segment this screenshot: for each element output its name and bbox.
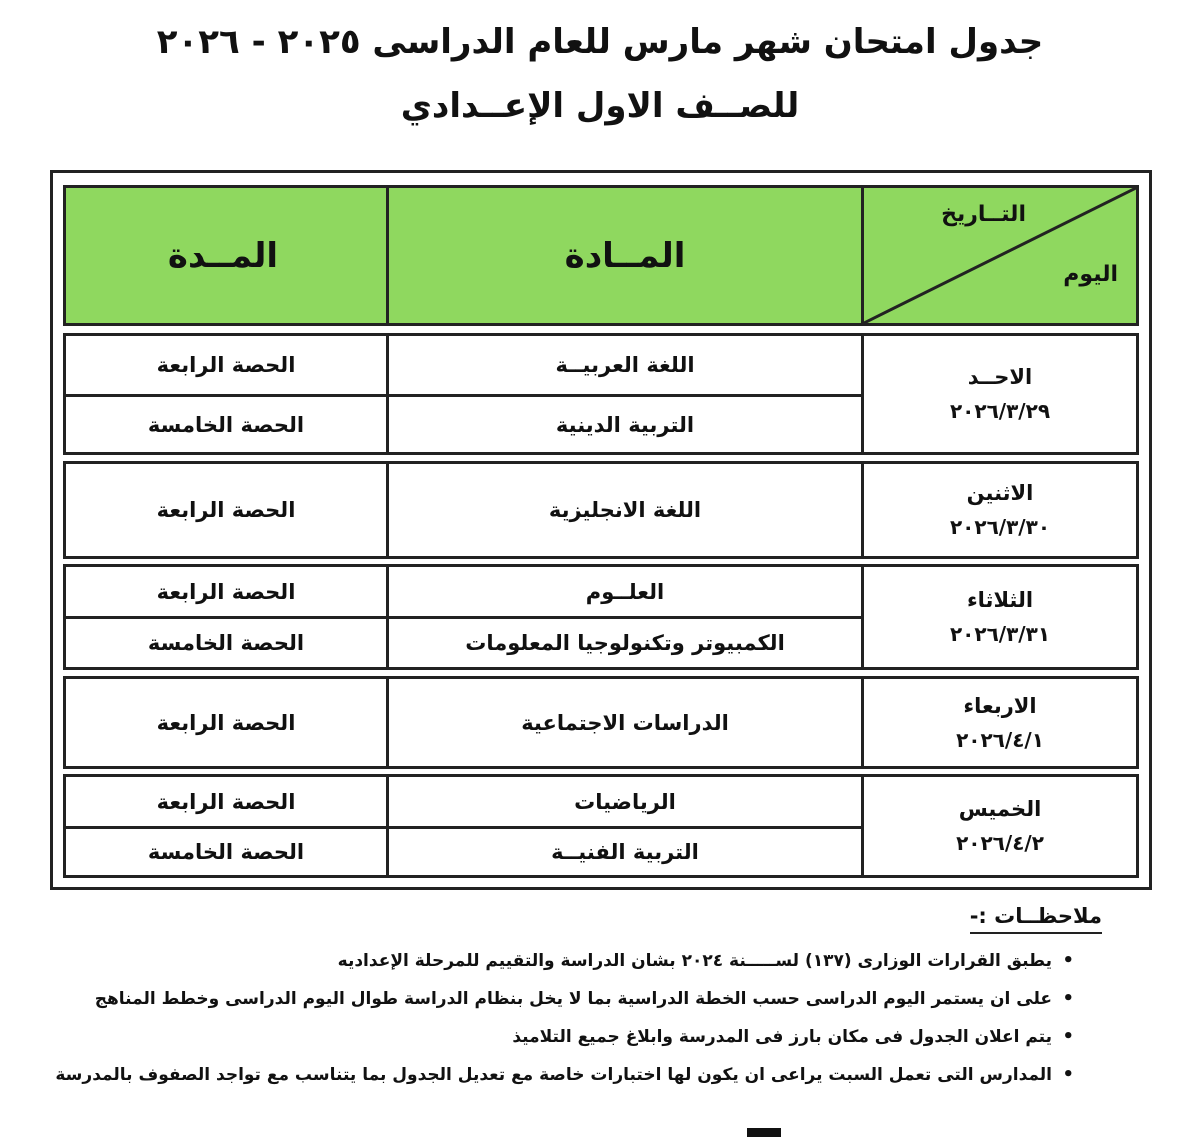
duration-cell: الحصة الرابعة: [156, 710, 296, 735]
header-date-label: التــاريخ: [941, 202, 1026, 227]
table-row: [66, 616, 861, 667]
duration-cell: الحصة الرابعة: [156, 498, 296, 522]
header-duration-cell: [60, 188, 386, 323]
note-text: يتم اعلان الجدول فى مكان بارز فى المدرسة وابلاغ جميع التلاميذ: [512, 1027, 1052, 1047]
header-day-label: اليوم: [1063, 262, 1118, 287]
notes-list: [20, 948, 1074, 1100]
duration-cell: الحصة الرابعة: [156, 579, 296, 604]
header-duration-label: المــدة: [167, 235, 279, 276]
day-date: ٢٠٢٦/٣/٢٩: [949, 399, 1051, 423]
table-row: [66, 336, 861, 394]
day-group-monday: [63, 461, 1139, 559]
page-subtitle: للصــف الاول الإعــدادي: [400, 86, 800, 126]
day-date: ٢٠٢٦/٤/١: [956, 727, 1044, 752]
subject-cell: الكمبيوتر وتكنولوجيا المعلومات: [386, 619, 861, 667]
table-header: [63, 185, 1139, 326]
day-date: ٢٠٢٦/٣/٣٠: [949, 515, 1051, 539]
subject-cell: الدراسات الاجتماعية: [386, 679, 861, 766]
table-row: [66, 777, 861, 826]
day-date: ٢٠٢٦/٤/٢: [956, 831, 1044, 855]
subject-cell: اللغة الانجليزية: [386, 464, 861, 556]
bullet-icon: •: [1062, 1064, 1074, 1085]
day-cell: [861, 464, 1136, 556]
bullet-icon: •: [1062, 988, 1074, 1009]
day-name: الثلاثاء: [966, 588, 1034, 612]
day-name: الاثنين: [966, 481, 1034, 505]
note-text: يطبق القرارات الوزارى (١٣٧) لســـــنة ٢٠٢٤ بشان الدراسة والتقييم للمرحلة الإعداديه: [337, 951, 1052, 971]
day-cell: [861, 777, 1136, 875]
table-row: [66, 679, 861, 766]
day-group-thursday: [63, 774, 1139, 878]
note-item: [20, 1062, 1074, 1100]
day-name: الخميس: [958, 797, 1042, 821]
table-row: [66, 567, 861, 616]
note-text: المدارس التى تعمل السبت يراعى ان يكون لها اختبارات خاصة مع تعديل الجدول بما يتناسب مع تواجد الصفوف بالمدرسة: [55, 1065, 1052, 1085]
duration-cell: الحصة الخامسة: [147, 840, 305, 864]
subject-cell: التربية الدينية: [386, 397, 861, 452]
page-edge-mark: [747, 1128, 781, 1137]
day-name: الاحــد: [967, 365, 1033, 389]
header-subject-label: المــادة: [564, 235, 686, 276]
subject-cell: العلــوم: [386, 567, 861, 616]
subject-cell: الرياضيات: [386, 777, 861, 826]
table-row: [66, 464, 861, 556]
note-item: [20, 948, 1074, 986]
day-group-wednesday: [63, 676, 1139, 769]
note-item: [20, 986, 1074, 1024]
day-name: الاربعاء: [963, 693, 1037, 718]
subject-cell: التربية الفنيــة: [386, 829, 861, 875]
day-date: ٢٠٢٦/٣/٣١: [949, 622, 1051, 646]
note-item: [20, 1024, 1074, 1062]
duration-cell: الحصة الرابعة: [156, 353, 296, 377]
duration-cell: الحصة الرابعة: [156, 789, 296, 814]
page-title: جدول امتحان شهر مارس للعام الدراسى ٢٠٢٥ - ٢٠٢٦: [156, 22, 1044, 62]
bullet-icon: •: [1062, 1026, 1074, 1047]
day-cell: [861, 336, 1136, 452]
subject-cell: اللغة العربيــة: [386, 336, 861, 394]
day-group-sunday: [63, 333, 1139, 455]
day-cell: [861, 679, 1136, 766]
day-cell: [861, 567, 1136, 667]
day-group-tuesday: [63, 564, 1139, 670]
table-row: [66, 826, 861, 875]
bullet-icon: •: [1062, 950, 1074, 971]
duration-cell: الحصة الخامسة: [147, 631, 305, 655]
table-row: [66, 394, 861, 452]
header-subject-cell: [386, 188, 861, 323]
note-text: على ان يستمر اليوم الدراسى حسب الخطة الدراسية بما لا يخل بنظام الدراسة طوال اليوم الدراسى وخطط المناهج: [94, 989, 1052, 1009]
exam-schedule-table: [50, 170, 1152, 890]
header-date-day-cell: [861, 188, 1136, 323]
notes-title: ملاحظــات :-: [970, 904, 1102, 934]
duration-cell: الحصة الخامسة: [147, 412, 305, 437]
